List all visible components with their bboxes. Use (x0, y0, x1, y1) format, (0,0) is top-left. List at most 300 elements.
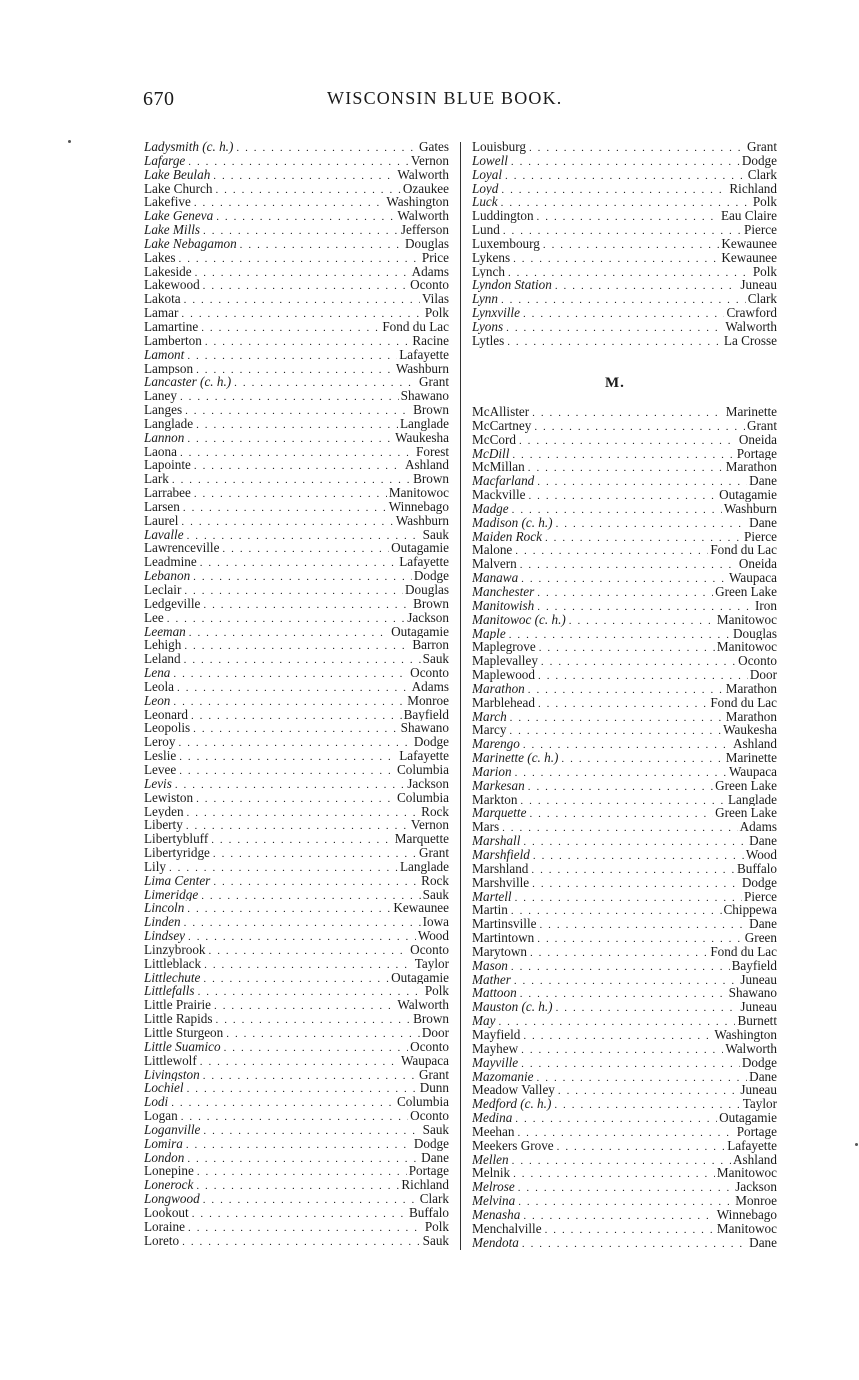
place-entry (144, 417, 449, 431)
place-name: Littlechute (144, 970, 201, 985)
place-entry (472, 168, 777, 182)
county-name: Bayfield (403, 707, 449, 722)
county-name: Walworth (397, 167, 449, 182)
place-entry (472, 876, 777, 890)
place-name: Marquette (472, 806, 527, 821)
place-entry (472, 265, 777, 279)
county-name: Green Lake (715, 778, 777, 793)
county-name: Forest (416, 444, 449, 459)
place-name: Melvina (472, 1194, 516, 1208)
dot-leader (187, 1153, 419, 1165)
dot-leader (520, 559, 737, 571)
county-name: Jefferson (400, 223, 449, 237)
place-entry (472, 682, 777, 696)
dot-leader (198, 986, 423, 998)
county-name: Burnett (737, 1014, 777, 1028)
place-name: Lakota (144, 292, 181, 307)
county-name: Oconto (410, 942, 449, 957)
dot-leader (203, 1070, 417, 1082)
dot-leader (520, 795, 726, 807)
place-entry (472, 1236, 777, 1250)
place-entry (472, 917, 777, 931)
county-name: La Crosse (723, 333, 777, 348)
county-name: Douglas (405, 236, 449, 251)
place-name: Mazomanie (472, 1069, 534, 1084)
dot-leader (522, 1238, 747, 1250)
county-name: Chippewa (723, 903, 777, 918)
place-name: Lapointe (144, 458, 191, 473)
dot-leader (533, 850, 744, 862)
place-entry (472, 585, 777, 599)
county-name: Marathon (725, 681, 777, 696)
dot-leader (236, 142, 417, 154)
place-entry (472, 973, 777, 987)
county-name: Portage (736, 446, 777, 461)
county-name: Lafayette (399, 347, 449, 362)
dot-leader (181, 516, 393, 528)
county-name: Lafayette (727, 1138, 777, 1153)
place-entry (472, 237, 777, 251)
dot-leader (177, 682, 410, 694)
dot-leader (501, 184, 727, 196)
place-entry (144, 154, 449, 168)
place-name: Linden (144, 915, 181, 930)
county-name: Pierce (744, 223, 777, 237)
dot-leader (180, 391, 399, 403)
dot-leader (556, 1002, 739, 1014)
place-entry (144, 265, 449, 279)
place-name: Marinette (c. h.) (472, 751, 559, 765)
place-entry (144, 1137, 449, 1151)
dot-leader (537, 211, 719, 223)
county-name: Dane (749, 515, 777, 530)
dot-leader (512, 1155, 731, 1167)
county-name: Waupaca (729, 764, 777, 779)
dot-leader (216, 211, 395, 223)
county-name: Columbia (396, 790, 449, 805)
county-name: Eau Claire (720, 209, 777, 224)
county-name: Marathon (725, 709, 777, 724)
place-name: Martintown (472, 931, 535, 945)
county-name: Marinette (725, 405, 777, 419)
place-entry (144, 140, 449, 154)
place-name: Levee (144, 762, 177, 777)
dot-leader (503, 225, 742, 237)
place-entry (472, 1097, 777, 1111)
place-name: Loreto (144, 1233, 180, 1248)
county-name: Portage (736, 1124, 777, 1139)
place-entry (472, 320, 777, 334)
county-name: Barron (412, 638, 449, 653)
place-entry (144, 182, 449, 196)
county-name: Sauk (422, 1233, 449, 1248)
place-entry (144, 611, 449, 625)
county-name: Dane (749, 1069, 777, 1084)
dot-leader (195, 267, 410, 279)
dot-leader (523, 1030, 712, 1042)
place-entry (144, 334, 449, 348)
dot-leader (200, 1056, 399, 1068)
place-name: Lyons (472, 319, 504, 334)
place-name: Marshville (472, 875, 530, 890)
place-name: Limeridge (144, 887, 199, 902)
county-name: Kewaunee (393, 901, 449, 916)
place-name: Macfarland (472, 474, 535, 489)
county-name: Langlade (727, 792, 777, 807)
place-name: Mauston (c. h.) (472, 1000, 553, 1015)
place-name: McCartney (472, 418, 532, 433)
place-entry (472, 1222, 777, 1236)
place-name: Marengo (472, 737, 520, 752)
county-name: Vernon (410, 153, 449, 168)
dot-leader (200, 557, 397, 569)
place-entry (144, 652, 449, 666)
place-name: Laney (144, 389, 177, 404)
place-entry (144, 1109, 449, 1123)
place-entry (472, 571, 777, 585)
dot-leader (167, 613, 405, 625)
dot-leader (187, 433, 393, 445)
place-name: Luck (472, 195, 498, 210)
place-name: Medford (c. h.) (472, 1097, 552, 1112)
county-name: Shawano (400, 389, 449, 404)
place-name: Lakes (144, 250, 176, 265)
place-name: Logan (144, 1109, 178, 1123)
place-name: Madison (c. h.) (472, 515, 553, 530)
place-entry (472, 334, 777, 348)
place-name: Littlefalls (144, 984, 195, 999)
dot-leader (523, 739, 731, 751)
place-entry (472, 140, 777, 154)
place-name: Lake Nebagamon (144, 236, 237, 251)
dot-leader (181, 1111, 408, 1123)
county-name: Wood (745, 848, 777, 862)
county-name: Washburn (723, 501, 777, 516)
dot-leader (523, 836, 747, 848)
county-name: Dane (749, 474, 777, 489)
county-name: Adams (411, 679, 449, 694)
place-entry (144, 680, 449, 694)
county-name: Oconto (410, 1039, 449, 1054)
place-entry (144, 832, 449, 846)
place-name: Lafarge (144, 153, 186, 168)
place-name: Markesan (472, 778, 525, 793)
dot-leader (537, 1072, 748, 1084)
county-name: Oconto (410, 666, 449, 680)
county-name: Dane (749, 917, 777, 932)
dot-leader (529, 142, 745, 154)
dot-leader (515, 1113, 717, 1125)
place-name: Lakefive (144, 195, 191, 210)
place-name: Marathon (472, 681, 525, 696)
county-name: Dodge (413, 735, 449, 750)
county-name: Grant (418, 375, 449, 390)
dot-leader (187, 1083, 418, 1095)
place-entry (472, 433, 777, 447)
place-entry (144, 195, 449, 209)
place-name: Marshall (472, 834, 521, 848)
place-entry (144, 625, 449, 639)
place-name: Maplewood (472, 668, 535, 682)
place-name: Menchalville (472, 1221, 542, 1236)
right-column-lower-list (472, 405, 777, 1249)
place-entry (144, 694, 449, 708)
place-name: Lynxville (472, 306, 520, 320)
place-name: Leon (144, 693, 171, 708)
place-entry (144, 237, 449, 251)
dot-leader (203, 1194, 418, 1206)
dot-leader (214, 1000, 395, 1012)
county-name: Lafayette (399, 749, 449, 763)
county-name: Washington (386, 195, 449, 210)
county-name: Sauk (422, 527, 449, 542)
county-name: Dane (749, 834, 777, 848)
county-name: Racine (412, 333, 449, 348)
place-name: Lancaster (c. h.) (144, 375, 232, 390)
dot-leader (501, 294, 746, 306)
county-name: Polk (424, 1219, 449, 1234)
place-name: Libertybluff (144, 832, 209, 847)
place-entry (472, 903, 777, 917)
place-name: Larsen (144, 499, 180, 514)
dot-leader (188, 931, 416, 943)
place-name: Lake Geneva (144, 209, 214, 224)
place-name: Marshland (472, 861, 529, 876)
dot-leader (203, 1125, 420, 1137)
place-name: Meehan (472, 1124, 515, 1139)
place-entry (144, 292, 449, 306)
place-entry (144, 998, 449, 1012)
county-name: Winnebago (388, 499, 449, 514)
place-name: Manitowish (472, 598, 535, 613)
place-name: Mayville (472, 1055, 519, 1070)
dot-leader (510, 712, 724, 724)
dot-leader (188, 1222, 423, 1234)
place-entry (472, 696, 777, 710)
place-name: Lamont (144, 347, 185, 362)
place-entry (472, 654, 777, 668)
dot-leader (521, 1044, 723, 1056)
place-name: Lake Beulah (144, 167, 211, 182)
place-entry (144, 1192, 449, 1206)
county-name: Outagamie (391, 541, 449, 556)
county-name: Ashland (733, 737, 777, 752)
county-name: Marathon (725, 460, 777, 475)
county-name: Price (421, 250, 449, 265)
place-name: Leola (144, 679, 175, 694)
place-entry (144, 735, 449, 749)
place-entry (144, 403, 449, 417)
place-entry (472, 765, 777, 779)
place-name: McDill (472, 446, 510, 461)
place-name: Leonard (144, 707, 188, 722)
county-name: Vernon (410, 818, 449, 833)
place-entry (144, 860, 449, 874)
place-entry (472, 945, 777, 959)
place-entry (144, 251, 449, 265)
place-name: Little Rapids (144, 1012, 213, 1026)
place-entry (144, 1026, 449, 1040)
place-name: Littleblack (144, 956, 202, 971)
dot-leader (226, 1028, 420, 1040)
place-name: Lonerock (144, 1178, 194, 1193)
place-entry (144, 486, 449, 500)
stray-mark (68, 140, 71, 143)
dot-leader (234, 377, 417, 389)
place-name: Leclair (144, 583, 182, 597)
place-name: Melrose (472, 1180, 515, 1195)
dot-leader (201, 322, 380, 334)
place-entry (472, 195, 777, 209)
place-name: Lomira (144, 1136, 183, 1151)
county-name: Polk (752, 264, 777, 279)
place-entry (144, 805, 449, 819)
dot-leader (222, 543, 389, 555)
dot-leader (528, 684, 724, 696)
place-entry (472, 251, 777, 265)
place-entry (472, 820, 777, 834)
place-entry (144, 777, 449, 791)
county-name: Fond du Lac (710, 695, 777, 710)
place-name: Louisburg (472, 140, 526, 154)
place-entry (144, 306, 449, 320)
place-entry (144, 901, 449, 915)
place-name: Mellen (472, 1152, 509, 1167)
county-name: Douglas (733, 626, 777, 641)
place-name: Lynch (472, 264, 505, 279)
place-entry (472, 1180, 777, 1194)
dot-leader (521, 573, 727, 585)
place-entry (472, 710, 777, 724)
place-name: Libertyridge (144, 846, 210, 860)
dot-leader (509, 725, 721, 737)
place-name: Mackville (472, 488, 526, 502)
place-entry (472, 419, 777, 433)
place-name: Lonepine (144, 1164, 194, 1179)
place-entry (472, 959, 777, 973)
place-entry (144, 431, 449, 445)
dot-leader (187, 350, 397, 362)
dot-leader (513, 253, 719, 265)
place-entry (472, 1139, 777, 1153)
place-entry (472, 779, 777, 793)
county-name: Clark (419, 1192, 449, 1206)
county-name: Langlade (399, 859, 449, 874)
dot-leader (508, 267, 751, 279)
place-entry (472, 292, 777, 306)
place-entry (144, 472, 449, 486)
dot-leader (520, 988, 727, 1000)
right-column-upper-list (472, 140, 777, 348)
dot-leader (543, 239, 719, 251)
place-name: Manchester (472, 584, 535, 599)
place-name: Lincoln (144, 901, 185, 916)
county-name: Brown (413, 596, 449, 611)
place-entry (144, 389, 449, 403)
place-name: Melnik (472, 1166, 511, 1181)
place-entry (472, 1042, 777, 1056)
county-name: Winnebago (716, 1207, 777, 1222)
place-name: Leroy (144, 735, 176, 750)
place-name: Lamartine (144, 319, 199, 334)
dot-leader (224, 1042, 409, 1054)
county-name: Rock (421, 873, 449, 888)
county-name: Kewaunee (721, 250, 777, 265)
county-name: Ashland (405, 458, 449, 473)
place-entry (472, 1028, 777, 1042)
place-name: Lehigh (144, 638, 182, 653)
dot-leader (537, 601, 753, 613)
county-name: Waukesha (395, 430, 449, 445)
place-name: Malvern (472, 557, 517, 572)
county-name: Brown (413, 403, 449, 417)
county-name: Dodge (741, 875, 777, 890)
dot-leader (201, 890, 420, 902)
place-entry (144, 209, 449, 223)
dot-leader (537, 476, 747, 488)
county-name: Vilas (421, 292, 449, 307)
dot-leader (187, 530, 421, 542)
county-name: Shawano (728, 986, 777, 1001)
dot-leader (501, 197, 751, 209)
place-entry (472, 405, 777, 419)
place-entry (472, 209, 777, 223)
place-name: Lima Center (144, 873, 211, 888)
dot-leader (197, 1166, 407, 1178)
place-entry (144, 1040, 449, 1054)
place-entry (144, 445, 449, 459)
place-entry (472, 460, 777, 474)
dot-leader (528, 490, 717, 502)
place-entry (472, 502, 777, 516)
place-entry (472, 530, 777, 544)
place-entry (144, 1178, 449, 1192)
county-name: Juneau (740, 1083, 777, 1098)
county-name: Door (749, 668, 777, 682)
place-name: Mayfield (472, 1027, 521, 1042)
place-name: London (144, 1150, 185, 1165)
place-entry (472, 1125, 777, 1139)
place-name: Livingston (144, 1067, 200, 1082)
dot-leader (189, 627, 389, 639)
place-entry (144, 915, 449, 929)
county-name: Brown (413, 1012, 449, 1026)
county-name: Taylor (742, 1097, 777, 1112)
place-entry (472, 890, 777, 904)
county-name: Sauk (422, 652, 449, 667)
county-name: Marinette (725, 751, 777, 765)
place-entry (144, 583, 449, 597)
dot-leader (203, 973, 389, 985)
place-entry (144, 846, 449, 860)
dot-leader (528, 462, 724, 474)
county-name: Clark (747, 292, 777, 307)
dot-leader (216, 1014, 412, 1026)
dot-leader (193, 723, 398, 735)
dot-leader (184, 917, 421, 929)
place-name: Laurel (144, 513, 179, 528)
place-name: Liberty (144, 818, 183, 833)
county-name: Lafayette (399, 555, 449, 570)
dot-leader (194, 460, 403, 472)
place-name: Leyden (144, 804, 184, 819)
dot-leader (196, 793, 395, 805)
place-entry (472, 488, 777, 502)
dot-leader (184, 640, 410, 652)
place-entry (472, 447, 777, 461)
dot-leader (215, 184, 400, 196)
place-entry (472, 640, 777, 654)
